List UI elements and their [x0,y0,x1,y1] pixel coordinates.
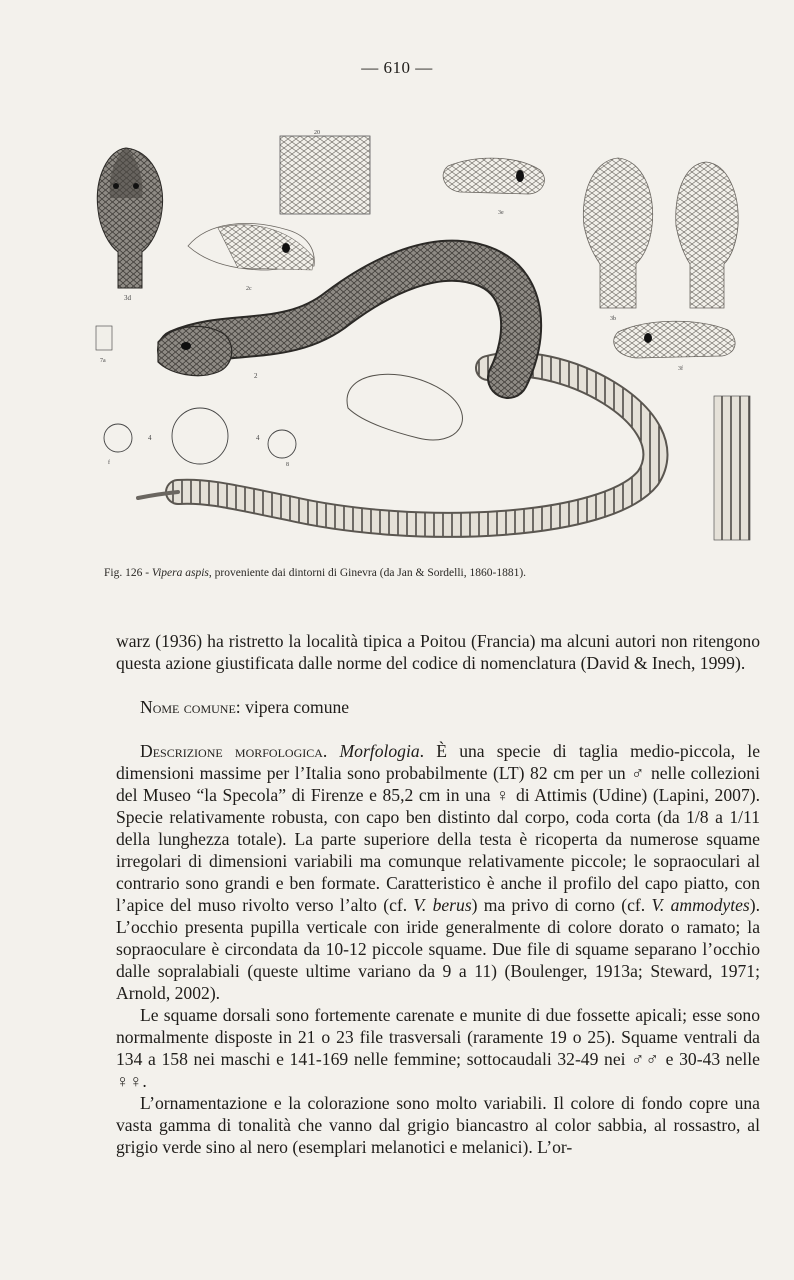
paragraph-squame: Le squame dorsali sono fortemente carenate e munite di due fossette apicali; esse sono normalmente disposte in 21 o 23 file trasversali (raramente 19 o 25). Squame ventrali da 134 a 158 nei maschi e 141-169 nelle femmine; sottocaudali 32-49 nei ♂♂ e 30-43 nelle ♀♀. [116,1005,760,1091]
plate-label: 20 [314,130,320,136]
descrizione-text-1: È una specie di taglia medio-piccola, le dimensioni massime per l’Italia sono probabilmente (LT) 82 cm per un ♂ nelle collezioni del Museo “la Specola” di Firenze e 85,2 cm in una ♀ di Attimis (Udine) (Lapini, 2007). Specie relativamente robusta, con capo ben distinto dal corpo, coda corta (da 1/8 a 1/11 della lunghezza totale). La parte superiore della testa è ricoperta da numerose squame irregolari di dimensioni variabili ma comunque relativamente piccole; le sopraoculari al contrario sono grandi e ben formate. Caratteristico è anche il profilo del capo piatto, con l’apice del muso rivolto verso l’alto (cf. [116,741,761,915]
plate-label: 2c [246,286,252,292]
circle-diagrams [104,408,296,464]
plate-label: 3d [124,294,131,302]
plate-label: 7a [100,358,106,364]
plate-label: 8 [286,462,289,468]
body-text [116,630,760,1158]
plate-label: f [108,460,110,466]
descrizione-ref-ammodytes: V. ammodytes [651,895,750,915]
scale-detail [280,136,370,214]
head-lateral-left [188,223,314,270]
head-lateral-top-right [443,158,544,194]
morfologia-label: Morfologia [339,741,420,761]
plate-label: 3b [610,316,616,322]
head-dorsal-light-2 [676,162,738,308]
viper-body [138,261,655,525]
paragraph-continuation: warz (1936) ha ristretto la località tipica a Poitou (Francia) ma alcuni autori non ritengono questa azione giustificata dalle norme del codice di nomenclatura (David & Inech, 1999). [116,631,760,673]
paragraph-descrizione: Descrizione morfologica. Morfologia. È una specie di taglia medio-piccola, le dimensioni massime per l’Italia sono probabilmente (LT) 82 cm per un ♂ nelle collezioni del Museo “la Specola” di Firenze e 85,2 cm in una ♀ di Attimis (Udine) (Lapini, 2007). Specie relativamente robusta, con capo ben distinto dal corpo, coda corta (da 1/8 a 1/11 della lunghezza totale). La parte superiore della testa è ricoperta da numerose squame irregolari di dimensioni variabili ma comunque relativamente piccole; le sopraoculari al contrario sono grandi e ben formate. Caratteristico è anche il profilo del capo piatto, con l’apice del muso rivolto verso l’alto (cf. V. berus) ma privo di corno (cf. V. ammodytes). L’occhio presenta pupilla verticale con iride generalmente di colore dorato o ramato; la sopraoculare è circondata da 10-12 piccole squame. Due file di squame separano l’occhio dalle sopralabiali (queste ultime variano da 9 a 11) (Boulenger, 1913a; Steward, 1971; Arnold, 2002). [116,741,761,1003]
paragraph-nome-comune [116,696,760,718]
page-number: — 610 — [361,58,433,77]
head-dorsal-dark [97,148,162,288]
descrizione-label: Descrizione morfologica [140,741,323,761]
figure-caption [104,567,744,579]
viper-illustration [88,118,758,558]
plate-label: 3e [498,210,504,216]
head-dorsal-light-1 [583,158,652,308]
caption-rest: , proveniente dai dintorni di Ginevra (da Jan & Sordelli, 1860-1881). [208,567,527,579]
paragraph-ornamentazione: L’ornamentazione e la colorazione sono molto variabili. Il colore di fondo copre una vasta gamma di tonalità che vanno dal grigio biancastro al color sabbia, al rossastro, al grigio verde sino al nero (esemplari melanotici e melanici). L’or- [116,1093,760,1157]
plate-label: 3f [678,366,683,372]
figure-plate [88,118,758,558]
descrizione-text-3: ). L’occhio presenta pupilla verticale con iride generalmente di colore dorato o ramato; la sopraoculare è circondata da 10-12 piccole squame. Due file di squame separano l’occhio dalle sopralabiali (queste ultime variano da 9 a 11) (Boulenger, 1913a; Steward, 1971; Arnold, 2002). [116,895,761,1003]
descrizione-text-2: ) ma privo di corno (cf. [471,895,652,915]
head-lateral-bottom-right [614,321,735,358]
ventral-strip [714,396,750,540]
plate-label: 4 [256,434,260,442]
caption-prefix: Fig. 126 - [104,567,152,579]
plate-label: 2 [254,372,258,380]
descrizione-ref-berus: V. berus [413,895,472,915]
plate-label: 4 [148,434,152,442]
nome-comune-label: Nome comune [140,697,236,717]
nome-comune-value: : vipera comune [235,697,350,717]
small-scale-7a [96,326,112,350]
caption-species: Vipera aspis [151,567,209,579]
